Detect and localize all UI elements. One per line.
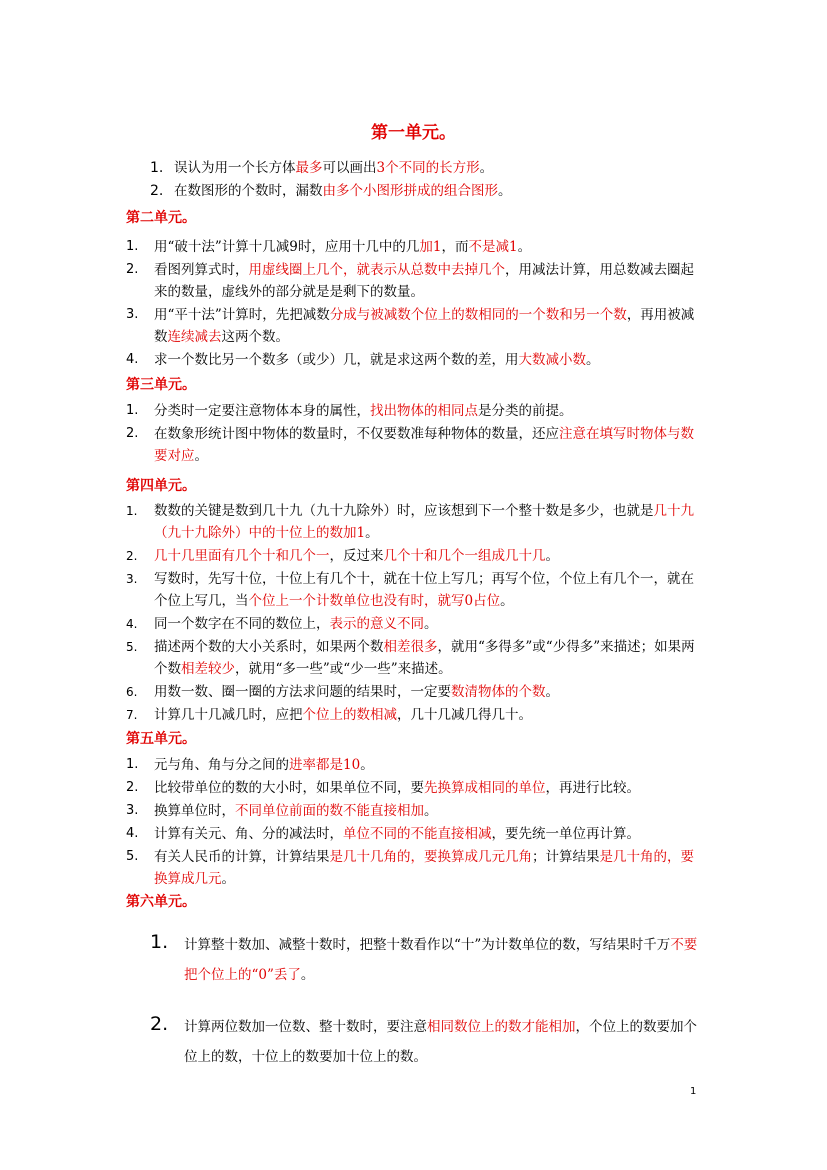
item-number: 1. <box>126 504 138 518</box>
list-item <box>126 259 706 303</box>
highlighted-text: 是几十角的，要换算成几元 <box>154 849 694 887</box>
item-number: 4. <box>126 352 139 367</box>
item-number: 5. <box>126 849 139 864</box>
unit-6-list <box>150 930 705 1094</box>
item-number: 3. <box>126 307 139 322</box>
page-title: 第一单元。 <box>371 123 456 143</box>
item-text: 计算两位数加一位数、整十数时，要注意 <box>184 1019 427 1035</box>
item-text: ，再进行比较。 <box>545 780 640 796</box>
list-item <box>126 545 706 567</box>
item-text: 看图列算式时， <box>154 262 249 278</box>
item-text: 写数时，先写十位，十位上有几个十，就在十位上写几；再写个位，个位上有几个一，就在个位上写几，当 <box>154 571 694 609</box>
item-text: 用数一数、圈一圈的方法求问题的结果时，一定要 <box>154 684 451 700</box>
item-number: 2. <box>126 549 138 563</box>
highlighted-text: 数清物体的个数 <box>451 684 546 700</box>
list-item <box>126 568 706 612</box>
item-text: ，反过来 <box>329 548 384 564</box>
item-text: 有关人民币的计算，计算结果 <box>154 849 330 865</box>
item-text: 在数象形统计图中物体的数量时，不仅要数准每种物体的数量，还应 <box>154 426 559 442</box>
highlighted-text: 几十几里面有几个十和几个一 <box>154 548 330 564</box>
highlighted-text: 不要把个位上的“0”丢了 <box>184 937 698 983</box>
unit-3-heading: 第三单元。 <box>126 377 196 393</box>
list-item <box>150 930 705 990</box>
item-text: 。 <box>545 548 559 564</box>
highlighted-text: 几个十和几个一组成几十几 <box>383 548 546 564</box>
highlighted-text: 最多 <box>295 160 323 176</box>
list-item <box>126 823 706 845</box>
list-item <box>126 777 706 799</box>
list-item <box>126 349 706 371</box>
item-number: 1. <box>150 160 164 176</box>
unit-2-heading: 第二单元。 <box>126 210 196 226</box>
highlighted-text: 3个不同的长方形 <box>376 160 480 176</box>
item-number: 2. <box>126 780 139 795</box>
item-text: 。 <box>500 593 514 609</box>
item-text: 。 <box>221 871 235 887</box>
highlighted-text: 表示的意义不同 <box>329 616 424 632</box>
highlighted-text: 相同数位上的数才能相加 <box>427 1019 576 1035</box>
unit-4-heading: 第四单元。 <box>126 478 196 494</box>
item-text: 元与角、角与分之间的 <box>154 757 289 773</box>
item-text: ，几十几减几得几十。 <box>397 707 532 723</box>
item-text: 这两个数。 <box>221 329 289 345</box>
highlighted-text: 是几十几角的，要换算成几元几角 <box>329 849 532 865</box>
highlighted-text: 几十九（九十九除外）中的十位上的数加1 <box>154 503 694 541</box>
list-item <box>126 636 706 680</box>
highlighted-text: 不是减1 <box>468 239 518 255</box>
list-item <box>150 157 710 179</box>
item-text: 计算有关元、角、分的减法时， <box>154 826 343 842</box>
highlighted-text: 连续减去 <box>167 329 222 345</box>
unit-5-list <box>126 754 706 891</box>
item-number: 6. <box>126 685 138 699</box>
highlighted-text: 大数减小数 <box>518 352 586 368</box>
highlighted-text: 单位不同的不能直接相减 <box>343 826 492 842</box>
item-number: 4. <box>126 617 138 631</box>
item-text: 描述两个数的大小关系时，如果两个数 <box>154 639 384 655</box>
highlighted-text: 个位上一个计数单位也没有时，就写0占位 <box>248 593 501 609</box>
item-text: 。 <box>517 239 532 255</box>
item-text: 。 <box>586 352 600 368</box>
item-text: 是分类的前提。 <box>478 403 573 419</box>
list-item <box>126 500 706 544</box>
item-text: 计算整十数加、减整十数时，把整十数看作以“十”为计数单位的数，写结果时千万 <box>184 937 671 953</box>
item-number: 4. <box>126 826 139 841</box>
highlighted-text: 注意在填写时物体与数要对应 <box>154 426 694 464</box>
list-item <box>126 304 706 348</box>
item-number: 1. <box>126 757 139 772</box>
item-text: 计算几十几减几时，应把 <box>154 707 303 723</box>
item-number: 3. <box>126 803 139 818</box>
item-text: 。 <box>498 183 512 199</box>
highlighted-text: 加1 <box>419 239 442 255</box>
item-text: 数数的关键是数到几十九（九十九除外）时，应该想到下一个整十数是多少，也就是 <box>154 503 654 519</box>
item-text: ，用减法计算，用总数减去圈起来的数量，虚线外的部分就是是剩下的数量。 <box>154 262 694 300</box>
highlighted-text: 先换算成相同的单位 <box>424 780 546 796</box>
list-item <box>126 681 706 703</box>
item-text: 用“平十法”计算时，先把减数 <box>154 307 330 323</box>
item-text: 在数图形的个数时，漏数 <box>174 183 323 199</box>
item-number: 2. <box>150 183 164 199</box>
unit-4-list <box>126 500 706 727</box>
highlighted-text: 个位上的数相减 <box>302 707 397 723</box>
item-text: 。 <box>360 757 374 773</box>
unit-3-list <box>126 400 706 468</box>
item-number: 3. <box>126 572 138 586</box>
item-text: 。 <box>300 967 315 983</box>
item-number: 5. <box>126 640 138 654</box>
item-text: 。 <box>365 525 379 541</box>
highlighted-text: 不同单位前面的数不能直接相加 <box>235 803 424 819</box>
unit-1-list <box>150 157 710 203</box>
item-number: 2. <box>150 1013 169 1035</box>
item-number: 1. <box>150 931 169 953</box>
item-number: 2. <box>126 426 139 441</box>
item-text: 可以画出 <box>322 160 377 176</box>
item-text: 比较带单位的数的大小时，如果单位不同，要 <box>154 780 424 796</box>
item-text: ，而 <box>441 239 469 255</box>
item-text: 同一个数字在不同的数位上， <box>154 616 330 632</box>
item-text: 换算单位时， <box>154 803 235 819</box>
item-text: 求一个数比另一个数多（或少）几，就是求这两个数的差，用 <box>154 352 519 368</box>
item-text: 误认为用一个长方体 <box>174 160 296 176</box>
item-number: 1. <box>126 239 139 254</box>
list-item <box>126 800 706 822</box>
item-text: 分类时一定要注意物体本身的属性， <box>154 403 370 419</box>
unit-6-heading: 第六单元。 <box>126 894 196 910</box>
list-item <box>150 180 710 202</box>
item-text: ，个位上的数要加个位上的数，十位上的数要加十位上的数。 <box>184 1019 697 1065</box>
item-number: 7. <box>126 708 138 722</box>
item-text: 。 <box>194 448 208 464</box>
list-item <box>126 754 706 776</box>
highlighted-text: 进率都是10 <box>289 757 361 773</box>
list-item <box>126 846 706 890</box>
highlighted-text: 由多个小图形拼成的组合图形 <box>322 183 498 199</box>
page-number: 1 <box>690 1086 697 1097</box>
list-item <box>126 423 706 467</box>
item-text: 。 <box>424 616 438 632</box>
item-text: ，要先统一单位再计算。 <box>491 826 640 842</box>
item-text: 用“破十法”计算十几减9时，应用十几中的几 <box>154 239 420 255</box>
highlighted-text: 相差较少 <box>181 661 235 677</box>
item-text: ，就用“多得多”或“少得多”来描述；如果两个数 <box>154 639 695 677</box>
item-text: ，就用“多一些”或“少一些”来描述。 <box>235 661 452 677</box>
unit-5-heading: 第五单元。 <box>126 731 196 747</box>
highlighted-text: 找出物体的相同点 <box>370 403 478 419</box>
highlighted-text: 用虚线圈上几个，就表示从总数中去掉几个 <box>248 262 505 278</box>
item-number: 1. <box>126 403 139 418</box>
item-text: 。 <box>424 803 438 819</box>
list-item <box>126 613 706 635</box>
item-text: ，再用被减数 <box>154 307 695 345</box>
highlighted-text: 相差很多 <box>383 639 438 655</box>
unit-2-list <box>126 236 706 372</box>
list-item <box>126 236 706 258</box>
list-item <box>150 1012 705 1072</box>
list-item <box>126 400 706 422</box>
item-number: 2. <box>126 262 139 277</box>
list-item <box>126 704 706 726</box>
item-text: ；计算结果 <box>532 849 600 865</box>
highlighted-text: 分成与被减数个位上的数相同的一个数和另一个数 <box>329 307 627 323</box>
item-text: 。 <box>479 160 494 176</box>
item-text: 。 <box>545 684 559 700</box>
